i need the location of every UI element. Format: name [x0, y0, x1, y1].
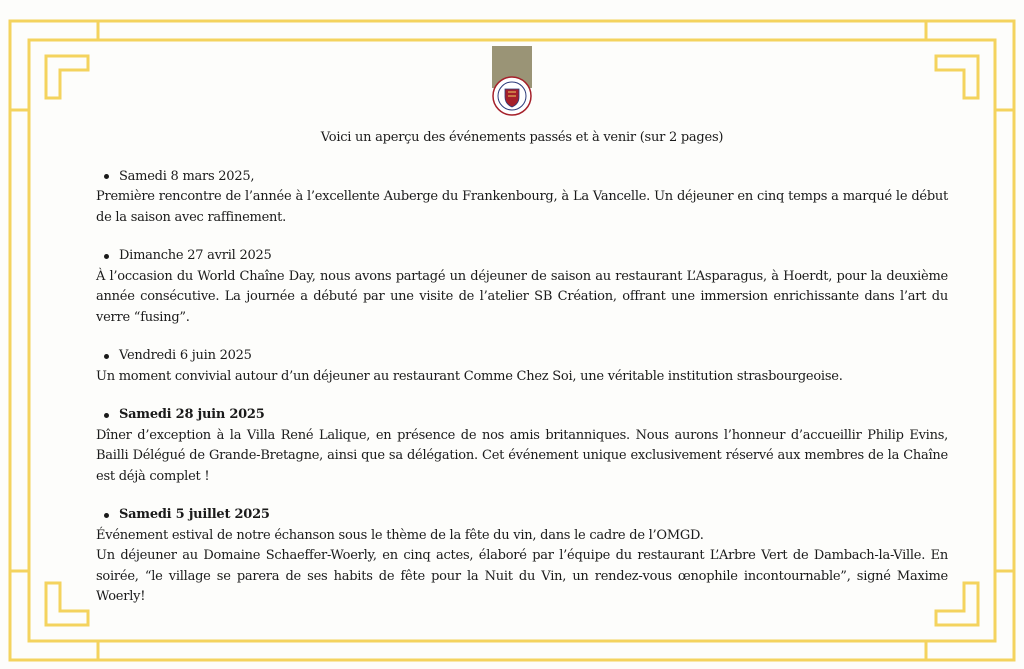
- bullet-icon: [104, 513, 109, 518]
- intro-text: Voici un aperçu des événements passés et à venir (sur 2 pages): [320, 130, 724, 145]
- bullet-icon: [104, 254, 109, 259]
- event-date-row: [96, 346, 948, 367]
- event-date: Samedi 28 juin 2025: [119, 407, 265, 422]
- bullet-icon: [104, 174, 109, 179]
- event-description: Événement estival de notre échanson sous le thème de la fête du vin, dans le cadre de l’OMGD.: [96, 527, 704, 543]
- event-date-row: [96, 405, 948, 426]
- event-date: Vendredi 6 juin 2025: [119, 348, 252, 363]
- event-date: Samedi 8 mars 2025,: [119, 168, 255, 184]
- event-description: Dîner d’exception à la Villa René Lalique, en présence de nos amis britanniques. Nous aurons l’honneur d’accueillir Philip Evins, Bailli Délégué de Grande-Bretagne, ainsi que sa délégation. Cet événement unique exclusivement réservé aux membres de la Chaîne est déjà complet !: [96, 427, 948, 484]
- event-description: Un moment convivial autour d’un déjeuner au restaurant Comme Chez Soi, une véritable institution strasbourgeoise.: [96, 368, 843, 384]
- event-date-row: [96, 246, 948, 267]
- event-item: [96, 167, 948, 229]
- bullet-icon: [104, 413, 109, 418]
- chaine-emblem-icon: [492, 46, 532, 117]
- event-description: Première rencontre de l’année à l’excellente Auberge du Frankenbourg, à La Vancelle. Un déjeuner en cinq temps a marqué le début de la saison avec raffinement.: [96, 189, 948, 225]
- events-content: [96, 128, 948, 626]
- event-item: [96, 246, 948, 328]
- bullet-icon: [104, 354, 109, 359]
- event-date: Dimanche 27 avril 2025: [119, 248, 272, 263]
- event-date: Samedi 5 juillet 2025: [119, 507, 270, 522]
- event-item: [96, 505, 948, 608]
- event-description: Un déjeuner au Domaine Schaeffer-Woerly, en cinq actes, élaboré par l’équipe du restaurant L’Arbre Vert de Dambach-la-Ville. En soirée, “le village se parera de ses habits de fête pour la Nuit du Vin, un rendez-vous œnophile incontournable”, signé Maxime Woerly!: [96, 548, 948, 604]
- event-date-row: [96, 505, 948, 526]
- event-item: [96, 405, 948, 487]
- event-description: À l’occasion du World Chaîne Day, nous avons partagé un déjeuner de saison au restaurant L’Asparagus, à Hoerdt, pour la deuxième année consécutive. La journée a débuté par une visite de l’atelier SB Création, offrant une immersion enrichissante dans l’art du verre “fusing”.: [96, 268, 948, 325]
- event-date-row: [96, 167, 948, 188]
- event-item: [96, 346, 948, 387]
